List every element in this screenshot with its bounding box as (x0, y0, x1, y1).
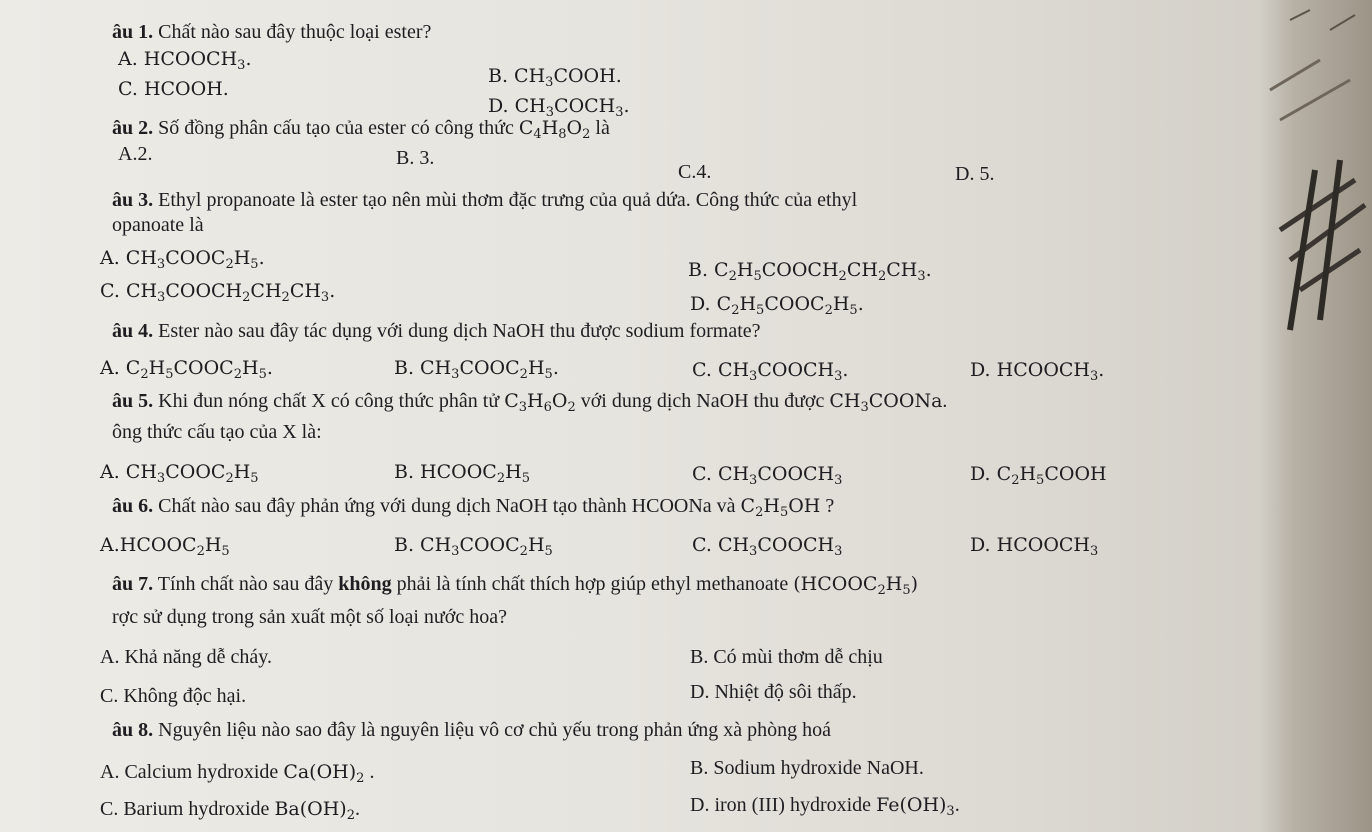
q2-option-b: B. 3. (396, 147, 435, 169)
q5-option-a: A. $CH_3COOC_2H_5$ (100, 461, 259, 486)
question-6 (112, 494, 834, 518)
question-4-text: Ester nào sau đây tác dụng với dung dịch NaOH thu được sodium formate? (158, 320, 761, 342)
q8-option-d: D. iron (III) hydroxide $Fe(OH)_3$. (690, 794, 960, 819)
q1-option-a (118, 47, 252, 71)
question-3 (112, 188, 857, 212)
q1-option-a-text: A. $HCOOCH_3$. (118, 48, 252, 73)
background-cloth (1260, 0, 1372, 832)
q3-option-d: D. $C_2H_5COOC_2H_5$. (690, 293, 864, 318)
question-8-label: âu 8. (112, 719, 154, 741)
question-7-cont: rợc sử dụng trong sản xuất một số loại nước hoa? (112, 606, 507, 628)
question-1-text: Chất nào sau đây thuộc loại ester? (158, 21, 432, 43)
question-4 (112, 319, 761, 343)
q8-option-a: A. Calcium hydroxide $Ca(OH)_2$ . (100, 761, 375, 786)
question-6-text: Chất nào sau đây phản ứng với dung dịch NaOH tạo thành HCOONa và $C_2H_5OH$ ? (158, 495, 835, 520)
question-3-cont: opanoate là (112, 214, 204, 236)
question-3-label: âu 3. (112, 189, 154, 211)
question-2 (112, 116, 610, 140)
q1-option-c-text: C. HCOOH. (118, 78, 229, 100)
question-5-text: Khi đun nóng chất X có công thức phân tử $C_3H_6O_2$ với dung dịch NaOH thu được $CH_3COONa$. (158, 390, 948, 415)
q4-option-a: A. $C_2H_5COOC_2H_5$. (100, 357, 273, 382)
question-8 (112, 718, 831, 742)
q7-option-b: B. Có mùi thơm dễ chịu (690, 646, 883, 668)
question-7-label: âu 7. (112, 573, 154, 595)
question-7-text-bold: không (338, 573, 392, 595)
q6-option-b: B. $CH_3COOC_2H_5$ (394, 534, 553, 559)
q7-option-a: A. Khả năng dễ cháy. (100, 646, 272, 668)
q1-option-b-text: B. $CH_3COOH$. (488, 65, 622, 90)
question-2-label: âu 2. (112, 117, 154, 139)
question-6-label: âu 6. (112, 495, 154, 517)
q1-option-d (488, 94, 630, 118)
cloth-pattern (1260, 0, 1372, 832)
question-7-text-after: phải là tính chất thích hợp giúp ethyl methanoate $(HCOOC_2H_5)$ (391, 573, 919, 598)
question-7 (112, 572, 918, 596)
q7-option-d: D. Nhiệt độ sôi thấp. (690, 681, 857, 703)
q6-option-d: D. $HCOOCH_3$ (970, 534, 1099, 559)
q5-option-d: D. $C_2H_5COOH$ (970, 463, 1107, 488)
q4-option-c: C. $CH_3COOCH_3$. (692, 359, 849, 384)
q3-option-b: B. $C_2H_5COOCH_2CH_2CH_3$. (688, 259, 932, 284)
q6-option-a: $A.HCOOC_2H_5$ (100, 534, 230, 559)
question-2-text: Số đồng phân cấu tạo của ester có công thức $C_4H_8O_2$ là (158, 117, 610, 142)
q5-option-c: C. $CH_3COOCH_3$ (692, 463, 843, 488)
q1-option-b (488, 64, 622, 88)
q2-option-c: C.4. (678, 161, 712, 183)
q4-option-b: B. $CH_3COOC_2H_5$. (394, 357, 559, 382)
q5-option-b: B. $HCOOC_2H_5$ (394, 461, 530, 486)
q1-option-c (118, 77, 229, 101)
q4-option-d: D. $HCOOCH_3$. (970, 359, 1105, 384)
question-4-label: âu 4. (112, 320, 154, 342)
q6-option-c: C. $CH_3COOCH_3$ (692, 534, 843, 559)
q7-option-c: C. Không độc hại. (100, 685, 247, 707)
q8-option-b: B. Sodium hydroxide NaOH. (690, 757, 924, 779)
question-5-label: âu 5. (112, 390, 154, 412)
question-7-text-before: Tính chất nào sau đây (157, 573, 339, 595)
question-8-text: Nguyên liệu nào sao đây là nguyên liệu vô cơ chủ yếu trong phản ứng xà phòng hoá (158, 719, 832, 741)
q1-option-d-text: D. $CH_3COCH_3$. (488, 95, 630, 120)
question-1-label: âu 1. (112, 21, 154, 43)
question-3-text: Ethyl propanoate là ester tạo nên mùi thơm đặc trưng của quả dứa. Công thức của ethyl (158, 189, 858, 211)
q8-option-c: C. Barium hydroxide $Ba(OH)_2$. (100, 798, 360, 823)
question-1 (112, 20, 431, 44)
question-5 (112, 389, 947, 413)
q2-option-d: D. 5. (955, 163, 995, 185)
q3-option-c: C. $CH_3COOCH_2CH_2CH_3$. (100, 280, 336, 305)
question-5-cont: ông thức cấu tạo của X là: (112, 421, 322, 443)
q3-option-a: A. $CH_3COOC_2H_5$. (100, 247, 265, 272)
q2-option-a: A.2. (118, 143, 153, 165)
